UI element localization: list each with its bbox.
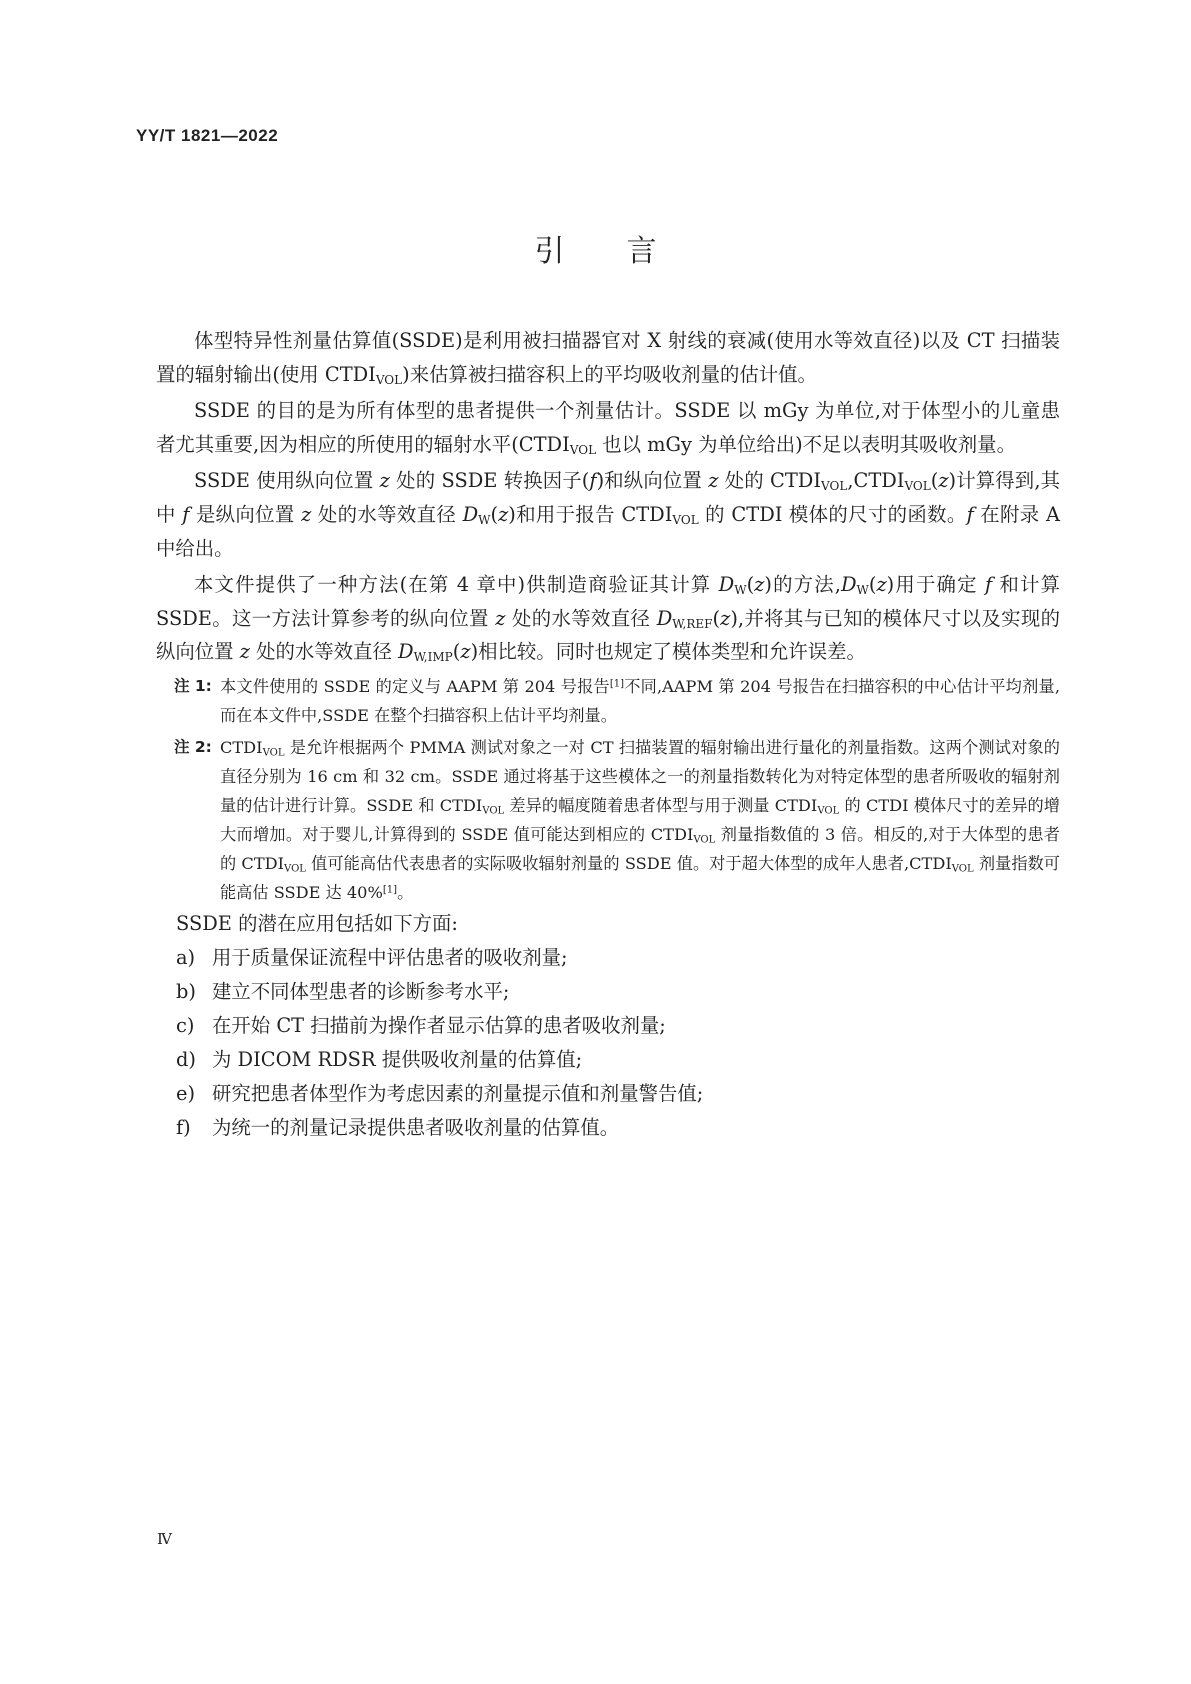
paragraph-3: SSDE 使用纵向位置 z 处的 SSDE 转换因子(f)和纵向位置 z 处的 $CTDI_{VOL},CTDI_{VOL}(z)$计算得到,其中 f 是纵向位置 z 处的水等效直径 $D_W(z)$和用于报告 $CTDI_{VOL}$ 的 CTDI 模体的尺寸的函数。f 在附录 A 中给出。 xyxy=(156,469,1061,560)
citation-ref: [1] xyxy=(609,678,625,690)
page-title: 引言 xyxy=(534,234,719,269)
applications-intro: SSDE 的潜在应用包括如下方面: xyxy=(176,911,458,935)
standard-id: YY/T 1821—2022 xyxy=(136,126,279,145)
note-2: 注 2: $CTDI_{VOL}$ 是允许根据两个 PMMA 测试对象之一对 CT 扫描装置的辐射输出进行量化的剂量指数。这两个测试对象的直径分别为 16 cm 和 32 cm。SSDE 通过将基于这些模体之一的剂量指数转化为对特定体型的患者所吸收的辐射剂量的估计进行计算。SSDE 和 $CTDI_{VOL}$ 差异的幅度随着患者体型与用于测量 $CTDI_{VOL}$ 的 CTDI 模体尺寸的差异的增大而增加。对于婴儿,计算得到的 SSDE 值可能达到相应的 $CTDI_{VOL}$ 剂量指数值的 3 倍。相反的,对于大体型的患者的 $CTDI_{VOL}$ 值可能高估代表患者的实际吸收辐射剂量的 SSDE 值。对于超大体型的成年人患者$,CTDI_{VOL}$ 剂量指数可能高估 SSDE 达 40%[1]。 xyxy=(156,733,1060,907)
list-item: f) 为统一的剂量记录提供患者吸收剂量的估算值。 xyxy=(176,1115,620,1139)
citation-ref: [1] xyxy=(382,884,398,896)
note-label: 注 1: xyxy=(174,676,212,695)
note-1: 注 1: 本文件使用的 SSDE 的定义与 AAPM 第 204 号报告[1]不同,AAPM 第 204 号报告在扫描容积的中心估计平均剂量,而在本文件中,SSDE 在整个扫描容积上估计平均剂量。 xyxy=(156,672,1060,730)
applications-list xyxy=(156,941,1060,1145)
paragraph-2: SSDE 的目的是为所有体型的患者提供一个剂量估计。SSDE 以 mGy 为单位,对于体型小的儿童患者尤其重要,因为相应的所使用的辐射水平($CTDI_{VOL}$ 也以 mGy 为单位给出)不足以表明其吸收剂量。 xyxy=(156,399,1060,457)
paragraph-1: 体型特异性剂量估算值(SSDE)是利用被扫描器官对 X 射线的衰减(使用水等效直径)以及 CT 扫描装置的辐射输出(使用 $CTDI_{VOL}$)来估算被扫描容积上的平均吸收剂量的估计值。 xyxy=(156,329,1060,387)
list-item: d) 为 DICOM RDSR 提供吸收剂量的估算值; xyxy=(176,1047,583,1071)
note-label: 注 2: xyxy=(174,737,212,756)
document-body xyxy=(156,324,1060,1145)
list-item: c) 在开始 CT 扫描前为操作者显示估算的患者吸收剂量; xyxy=(176,1013,666,1037)
list-item: b) 建立不同体型患者的诊断参考水平; xyxy=(176,979,510,1003)
list-item: a) 用于质量保证流程中评估患者的吸收剂量; xyxy=(176,945,568,969)
list-item: e) 研究把患者体型作为考虑因素的剂量提示值和剂量警告值; xyxy=(176,1081,704,1105)
page-number: Ⅳ xyxy=(157,1530,173,1548)
paragraph-4: 本文件提供了一种方法(在第 4 章中)供制造商验证其计算 $D_W(z)$的方法$,D_W(z)$用于确定 f 和计算 SSDE。这一方法计算参考的纵向位置 z 处的水等效直径 $D_{W,REF}(z)$,并将其与已知的模体尺寸以及实现的纵向位置 z 处的水等效直径 $D_{W,IMP}(z)$相比较。同时也规定了模体类型和允许误差。 xyxy=(156,573,1061,665)
